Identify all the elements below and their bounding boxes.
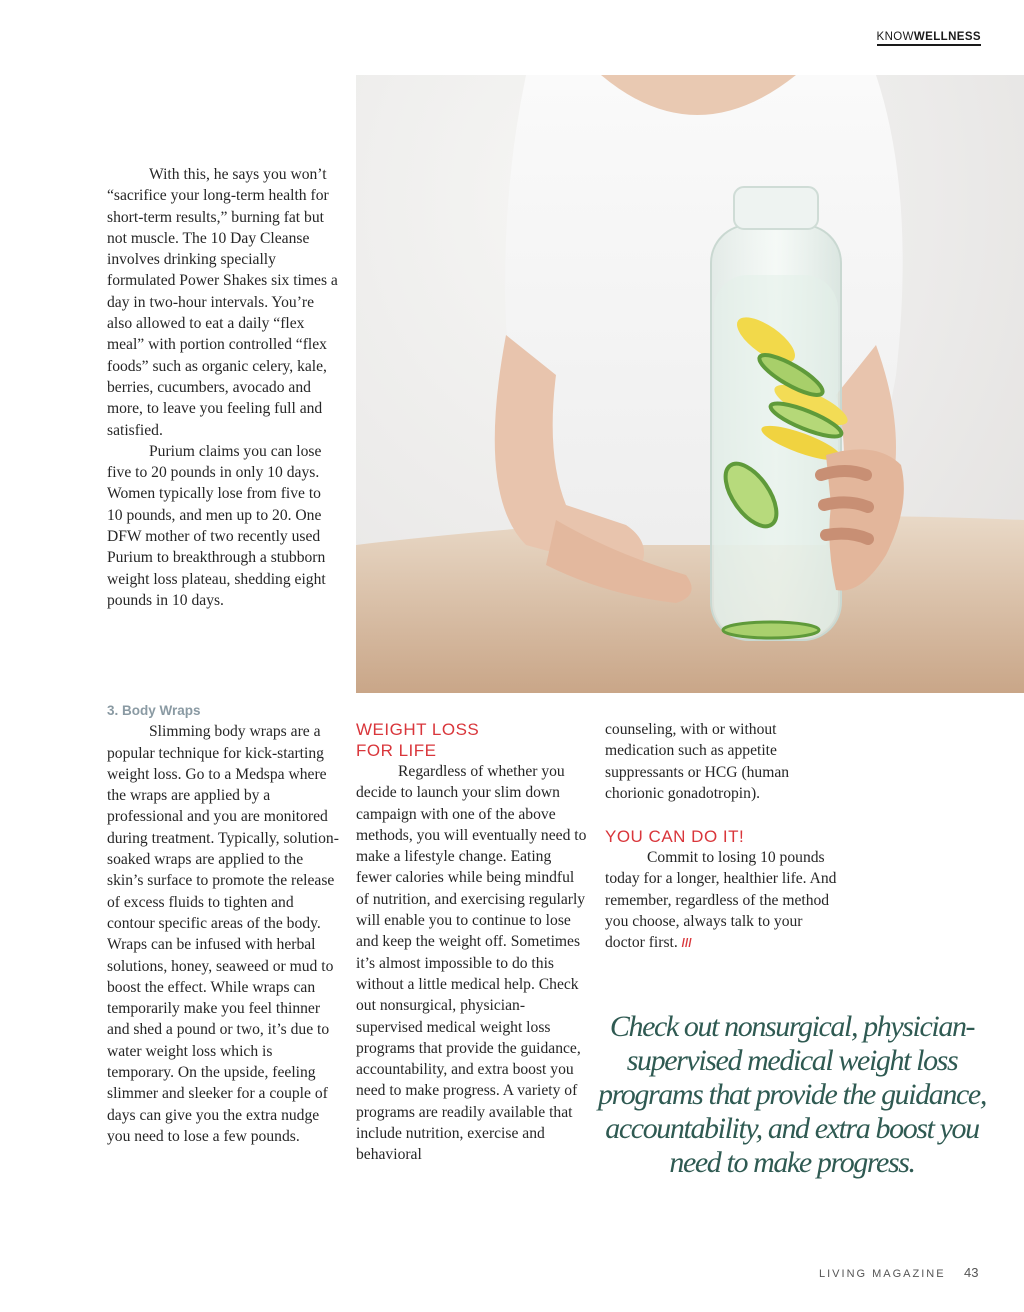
column-2 bbox=[356, 719, 588, 1166]
water-bottle-lemon-cucumber-icon bbox=[356, 75, 1024, 693]
heading-you-can-do-it: YOU CAN DO IT! bbox=[605, 827, 745, 847]
body-paragraph: counseling, with or without medication such as appetite suppressants or HCG (human chorionic gonadotropin). bbox=[605, 721, 790, 802]
heading-weight-loss-for-life bbox=[356, 719, 588, 761]
body-paragraph: Slimming body wraps are a popular technique for kick-starting weight loss. Go to a Medspa where the wraps are applied by a professional and you are monitored during treatment. Typically, solution-soaked wraps are applied to the skin’s surface to promote the release of excess fluids to tighten and contour specific areas of the body. Wraps can be infused with herbal solutions, honey, seaweed or mud to boost the effect. While wraps can temporarily make you feel thinner and shed a pound or two, it’s due to water weight loss which is temporary. On the upside, feeling slimmer and sleeker for a couple of days can give you the extra nudge you need to lose a few pounds. bbox=[107, 723, 339, 1145]
section-tag-light: KNOW bbox=[876, 31, 914, 43]
subhead-body-wraps: 3. Body Wraps bbox=[107, 703, 201, 718]
body-paragraph bbox=[605, 847, 837, 954]
footer-magazine-name: LIVING MAGAZINE bbox=[819, 1268, 946, 1280]
heading-line-1: WEIGHT LOSS bbox=[356, 720, 480, 739]
section-tag bbox=[877, 31, 981, 46]
section-tag-bold: WELLNESS bbox=[913, 31, 981, 43]
column-1-bottom bbox=[107, 700, 339, 1147]
water-bottle-photo bbox=[356, 75, 1024, 693]
body-paragraph: With this, he says you won’t “sacrifice your long-term health for short-term results,” burning fat but not muscle. The 10 Day Cleanse involves drinking specially formulated Power Shakes six times a day in two-hour intervals. You’re also allowed to eat a daily “flex meal” with portion controlled “flex foods” such as organic celery, kale, berries, cucumbers, avocado and more, to leave you feeling full and satisfied. bbox=[107, 166, 338, 439]
footer-page-number: 43 bbox=[964, 1265, 979, 1280]
pull-quote: Check out nonsurgical, physician-supervised medical weight loss programs that provide the guidance, accountability, and extra boost you need to make progress. bbox=[598, 1010, 986, 1179]
body-paragraph: Regardless of whether you decide to launch your slim down campaign with one of the above methods, you will eventually need to make a lifestyle change. Eating fewer calories while being mindful of nutrition, and exercising regularly will enable you to continue to lose and keep the weight off. Sometimes it’s almost impossible to do this without a little medical help. Check out nonsurgical, physician-supervised medical weight loss programs that provide the guidance, accountability, and extra boost you need to make progress. A variety of programs are readily available that include nutrition, exercise and behavioral bbox=[356, 763, 587, 1164]
column-1-top bbox=[107, 164, 339, 611]
body-paragraph: Purium claims you can lose five to 20 pounds in only 10 days. Women typically lose from five to 10 pounds, and men up to 20. One DFW mother of two recently used Purium to breakthrough a stubborn weight loss plateau, shedding eight pounds in 10 days. bbox=[107, 442, 326, 609]
end-mark: /// bbox=[681, 936, 692, 951]
heading-line-2: FOR LIFE bbox=[356, 741, 437, 760]
column-3 bbox=[605, 719, 837, 955]
closing-text: Commit to losing 10 pounds today for a longer, healthier life. And remember, regardless of the method you choose, always talk to your doctor first. bbox=[605, 849, 837, 952]
